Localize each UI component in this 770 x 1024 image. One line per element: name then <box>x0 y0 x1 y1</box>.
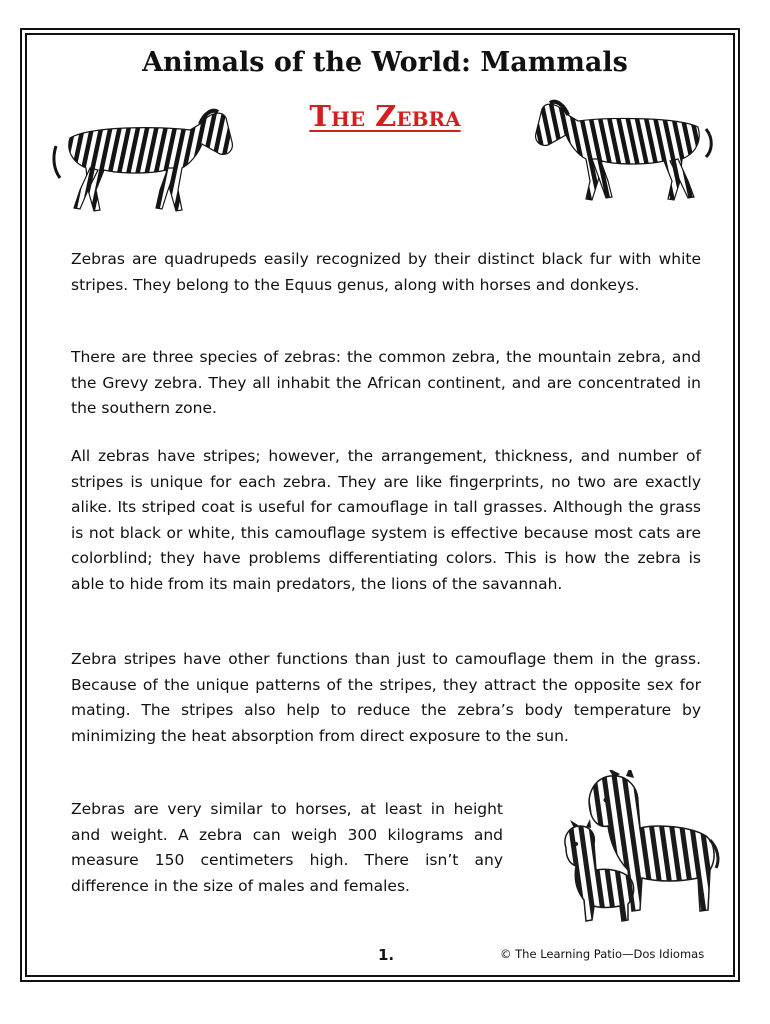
paragraph-species: There are three species of zebras: the common zebra, the mountain zebra, and the Grevy zebra. They all inhabit the African continent, and are concentrated in the southern zone. <box>71 348 701 417</box>
copyright-notice: © The Learning Patio—Dos Idiomas <box>500 947 705 961</box>
paragraph-stripes: All zebras have stripes; however, the arrangement, thickness, and number of stripes is unique for each zebra. They are like fingerprints, no two are exactly alike. Its striped coat is useful for camouflage in tall grasses. Although the grass is not black or white, this camouflage system is effective because most cats are colorblind; they have problems differentiating colors. This is how the zebra is able to hide from its main predators, the lions of the savannah. <box>71 447 701 593</box>
paragraph-size: Zebras are very similar to horses, at least in height and weight. A zebra can weigh 300 kilograms and measure 150 centimeters high. There isn’t any difference in the size of males and females. <box>71 800 503 895</box>
page-subtitle: The Zebra <box>309 99 461 133</box>
paragraph-functions: Zebra stripes have other functions than just to camouflage them in the grass. Because of the unique patterns of the stripes, they attract the opposite sex for mating. The stripes also help to reduce the zebra’s body temperature by minimizing the heat absorption from direct exposure to the sun. <box>71 650 701 745</box>
zebra-left-image <box>50 98 240 218</box>
zebra-mother-foal-illustration <box>530 770 722 930</box>
page-number: 1. <box>378 946 395 964</box>
zebra-right-image <box>528 93 718 205</box>
page-title: Animals of the World: Mammals <box>142 47 628 78</box>
paragraph-intro: Zebras are quadrupeds easily recognized by their distinct black fur with white stripes. They belong to the Equus genus, along with horses and donkeys. <box>71 250 701 294</box>
